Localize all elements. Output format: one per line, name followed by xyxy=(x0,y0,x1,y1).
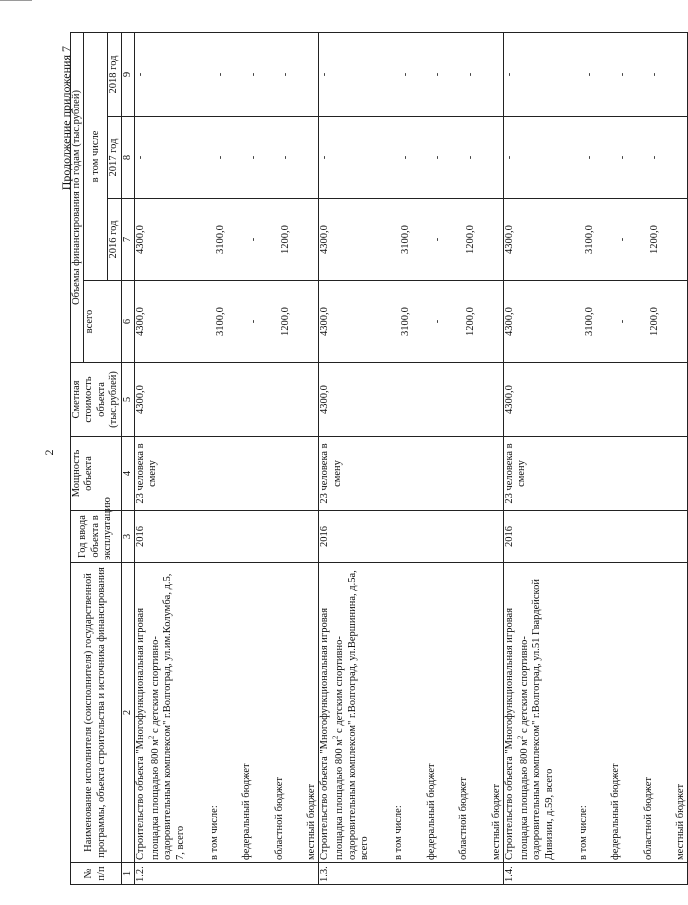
regional-total: - xyxy=(247,319,259,324)
local-2017: - xyxy=(649,155,660,160)
row-year: 2016 xyxy=(503,511,688,563)
incl-label: в том числе: xyxy=(393,805,405,860)
row-2018: - - - - xyxy=(503,32,688,116)
regional-2017: - xyxy=(432,155,444,160)
local-2018: - xyxy=(649,72,660,77)
federal-2017: - xyxy=(584,155,596,160)
row-num: 1.3. xyxy=(319,863,504,885)
index-cell: 5 xyxy=(121,363,134,437)
row-year: 2016 xyxy=(319,511,504,563)
row-total: 4300,0 3100,0 - 1200,0 xyxy=(503,281,688,363)
index-cell: 9 xyxy=(121,32,134,116)
federal-2016: 3100,0 xyxy=(399,225,411,254)
financing-table xyxy=(70,32,688,885)
regional-label: областной бюджет xyxy=(642,777,654,860)
row-cost: 4300,0 xyxy=(134,363,319,437)
row-2018: - - - - xyxy=(134,32,319,116)
federal-total: 3100,0 xyxy=(584,307,596,336)
object-title: Строительство объекта "Многофункциональная игровая площадка площадью 800 $м^2$ с детским спортивно-оздоровительным комплексом" г.Волгоград, ул.Вершинина, д.5а, всего xyxy=(319,570,370,860)
index-cell: 3 xyxy=(121,511,134,563)
federal-2018: - xyxy=(584,72,596,77)
row-year: 2016 xyxy=(134,511,319,563)
federal-2016: 3100,0 xyxy=(584,225,596,254)
index-cell: 2 xyxy=(121,563,134,863)
local-2016: 1200,0 xyxy=(280,225,291,254)
row-num: 1.2. xyxy=(134,863,319,885)
row-2016: 4300,0 3100,0 - 1200,0 xyxy=(319,199,504,281)
regional-2018: - xyxy=(247,72,259,77)
header-num: № п/п xyxy=(71,863,122,885)
local-2018: - xyxy=(280,72,291,77)
federal-2017: - xyxy=(215,155,227,160)
regional-2018: - xyxy=(432,72,444,77)
row-2017: - - - - xyxy=(134,117,319,199)
local-label: местный бюджет xyxy=(490,783,502,860)
header-funding: Объемы финансирования по годам (тыс.рублей) xyxy=(71,32,84,362)
page-number: 2 xyxy=(42,449,56,456)
regional-label: областной бюджет xyxy=(458,777,470,860)
header-total: всего xyxy=(84,281,121,363)
federal-label: федеральный бюджет xyxy=(241,763,253,860)
row-total: 4300,0 3100,0 - 1200,0 xyxy=(319,281,504,363)
incl-label: в том числе: xyxy=(577,805,589,860)
regional-2016: - xyxy=(432,237,444,242)
regional-2016: - xyxy=(247,237,259,242)
federal-label: федеральный бюджет xyxy=(425,763,437,860)
federal-2018: - xyxy=(399,72,411,77)
federal-total: 3100,0 xyxy=(399,307,411,336)
object-title: Строительство объекта "Многофункциональная игровая площадка площадью 800 $м^2$ с детским спортивно-оздоровительным комплексом" г.Волгоград, ул.51 Гвардейской Дивизии, д.59, всего xyxy=(503,579,555,860)
row-2018: - - - - xyxy=(319,32,504,116)
table-row xyxy=(319,32,504,884)
index-cell: 8 xyxy=(121,117,134,199)
row-capacity: 23 человека в смену xyxy=(134,437,319,511)
row-capacity: 23 человека в смену xyxy=(319,437,504,511)
row-capacity: 23 человека в смену xyxy=(503,437,688,511)
row-2016: 4300,0 3100,0 - 1200,0 xyxy=(134,199,319,281)
federal-2016: 3100,0 xyxy=(215,225,227,254)
index-cell: 7 xyxy=(121,199,134,281)
row-name xyxy=(134,563,319,863)
local-label: местный бюджет xyxy=(306,783,317,860)
local-total: 1200,0 xyxy=(649,307,660,336)
header-year-2017: 2017 год xyxy=(108,117,121,199)
local-2017: - xyxy=(280,155,291,160)
header-name: Наименование исполнителя (соисполнителя) государственной программы, объекта строительства и источника финансирования xyxy=(71,563,122,863)
regional-label: областной бюджет xyxy=(273,777,285,860)
table-row xyxy=(134,32,319,884)
index-cell: 1 xyxy=(121,863,134,885)
column-index-row xyxy=(121,32,134,884)
row-2016: 4300,0 3100,0 - 1200,0 xyxy=(503,199,688,281)
row-total: 4300,0 3100,0 - 1200,0 xyxy=(134,281,319,363)
row-name xyxy=(503,563,688,863)
local-2017: - xyxy=(464,155,476,160)
row-cost: 4300,0 xyxy=(319,363,504,437)
header-incl: в том числе xyxy=(84,32,108,280)
index-cell: 4 xyxy=(121,437,134,511)
row-2017: - - - - xyxy=(503,117,688,199)
object-title: Строительство объекта "Многофункциональная игровая площадка площадью 800 $м^2$ с детским спортивно-оздоровительным комплексом" г.Волгоград, ул.им.Колумба, д.5, 7, всего xyxy=(134,573,186,860)
header-cost: Сметная стоимость объекта (тыс.рублей) xyxy=(71,363,122,437)
local-total: 1200,0 xyxy=(464,307,476,336)
incl-label: в том числе: xyxy=(208,805,220,860)
federal-total: 3100,0 xyxy=(215,307,227,336)
row-cost: 4300,0 xyxy=(503,363,688,437)
header-year-2016: 2016 год xyxy=(108,199,121,281)
regional-2016: - xyxy=(616,237,628,242)
regional-total: - xyxy=(616,319,628,324)
index-cell: 6 xyxy=(121,281,134,363)
local-2018: - xyxy=(464,72,476,77)
table-row xyxy=(503,32,688,884)
local-total: 1200,0 xyxy=(280,307,291,336)
header-row-1 xyxy=(71,32,84,884)
header-year-2018: 2018 год xyxy=(108,32,121,116)
regional-2017: - xyxy=(616,155,628,160)
local-2016: 1200,0 xyxy=(649,225,660,254)
row-name xyxy=(319,563,504,863)
local-2016: 1200,0 xyxy=(464,225,476,254)
federal-2018: - xyxy=(215,72,227,77)
row-2017: - - - - xyxy=(319,117,504,199)
federal-2017: - xyxy=(399,155,411,160)
regional-2018: - xyxy=(616,72,628,77)
regional-total: - xyxy=(432,319,444,324)
local-label: местный бюджет xyxy=(675,783,686,860)
header-year: Год ввода объекта в эксплуатацию xyxy=(71,511,122,563)
appendix-continuation-title: Продолжение приложения 7 xyxy=(59,46,73,191)
header-capacity: Мощность объекта xyxy=(71,437,122,511)
regional-2017: - xyxy=(247,155,259,160)
federal-label: федеральный бюджет xyxy=(610,763,622,860)
row-num: 1.4. xyxy=(503,863,688,885)
